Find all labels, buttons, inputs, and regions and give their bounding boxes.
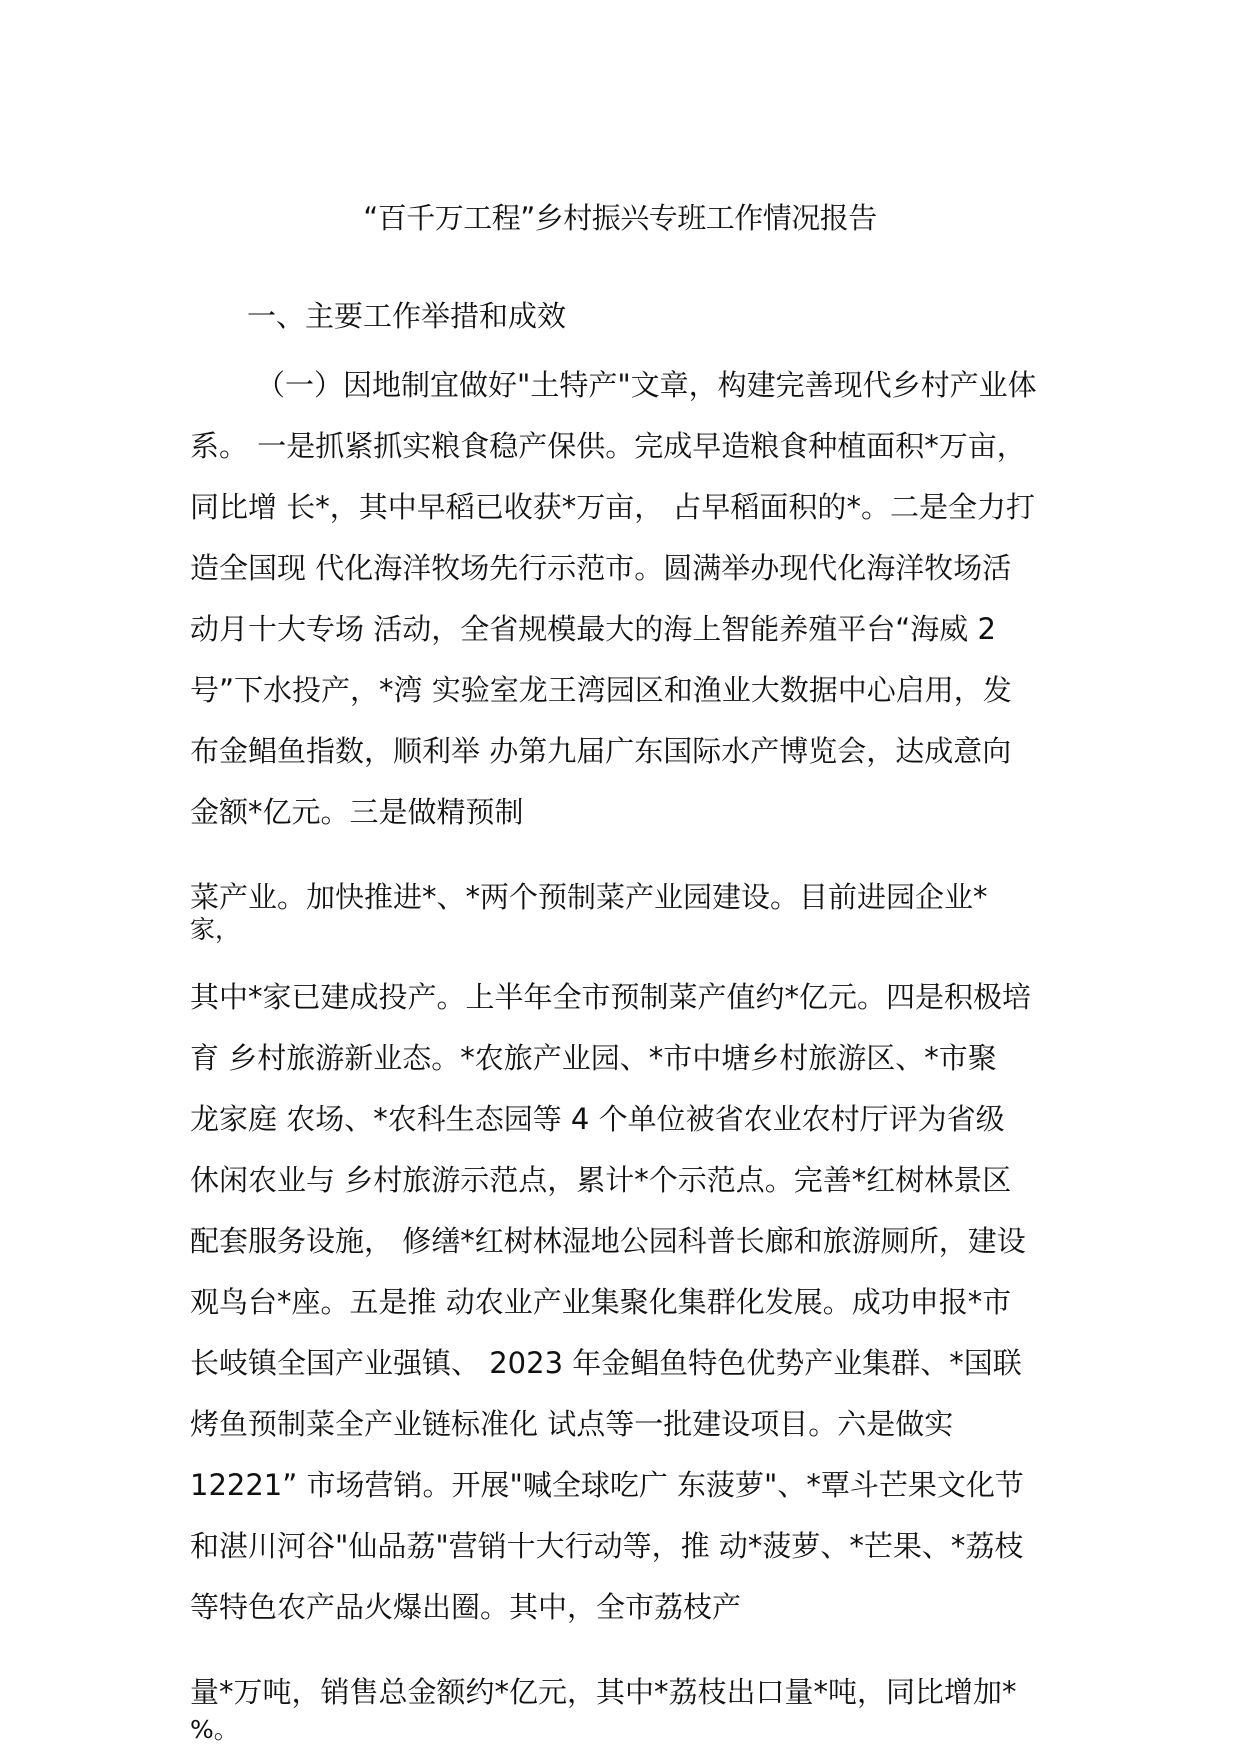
body-line: 金额*亿元。三是做精预制: [190, 795, 524, 829]
section-heading: 一、主要工作举措和成效: [247, 299, 567, 333]
body-line: 家，: [190, 915, 241, 944]
body-line: 动月十大专场 活动，全省规模最大的海上智能养殖平台“海威 2: [190, 612, 996, 646]
body-line: 量*万吨，销售总金额约*亿元，其中*荔枝出口量*吨，同比增加*: [190, 1675, 1017, 1709]
body-line: 布金鲳鱼指数，顺利举 办第九届广东国际水产博览会，达成意向: [190, 734, 1012, 768]
body-line: 号”下水投产，*湾 实验室龙王湾园区和渔业大数据中心启用，发: [190, 673, 1012, 707]
body-line: 烤鱼预制菜全产业链标准化 试点等一批建设项目。六是做实: [190, 1407, 954, 1441]
body-line: 观鸟台*座。五是推 动农业产业集聚化集群化发展。成功申报*市: [190, 1285, 1012, 1319]
body-line: 菜产业。加快推进*、*两个预制菜产业园建设。目前进园企业*: [190, 880, 988, 914]
body-line: 系。 一是抓紧抓实粮食稳产保供。完成早造粮食种植面积*万亩，: [190, 429, 1026, 463]
body-line: 同比增 长*，其中早稻已收获*万亩， 占早稻面积的*。二是全力打: [190, 490, 1035, 524]
body-line: 龙家庭 农场、*农科生态园等 4 个单位被省农业农村厅评为省级: [190, 1102, 1005, 1136]
document-title: “百千万工程”乡村振兴专班工作情况报告: [363, 201, 877, 235]
body-line: 和湛川河谷"仙品荔"营销十大行动等，推 动*菠萝、*芒果、*荔枝: [190, 1529, 1024, 1563]
body-line: 育 乡村旅游新业态。*农旅产业园、*市中塘乡村旅游区、*市聚: [190, 1041, 997, 1075]
body-line: 长岐镇全国产业强镇、 2023 年金鲳鱼特色优势产业集群、*国联: [190, 1346, 1022, 1380]
body-line: 休闲农业与 乡村旅游示范点，累计*个示范点。完善*红树林景区: [190, 1163, 1012, 1197]
body-line: 其中*家已建成投产。上半年全市预制菜产值约*亿元。四是积极培: [190, 980, 1032, 1014]
body-line: 造全国现 代化海洋牧场先行示范市。圆满举办现代化海洋牧场活: [190, 551, 1012, 585]
body-line: %。: [190, 1715, 239, 1744]
body-line: 配套服务设施， 修缮*红树林湿地公园科普长廊和旅游厕所，建设: [190, 1224, 1026, 1258]
body-line: 等特色农产品火爆出圈。其中，全市荔枝产: [190, 1590, 742, 1624]
body-line: 12221” 市场营销。开展"喊全球吃广 东菠萝"、*覃斗芒果文化节: [190, 1468, 1024, 1502]
body-line: （一）因地制宜做好"土特产"文章，构建完善现代乡村产业体: [256, 368, 1037, 402]
